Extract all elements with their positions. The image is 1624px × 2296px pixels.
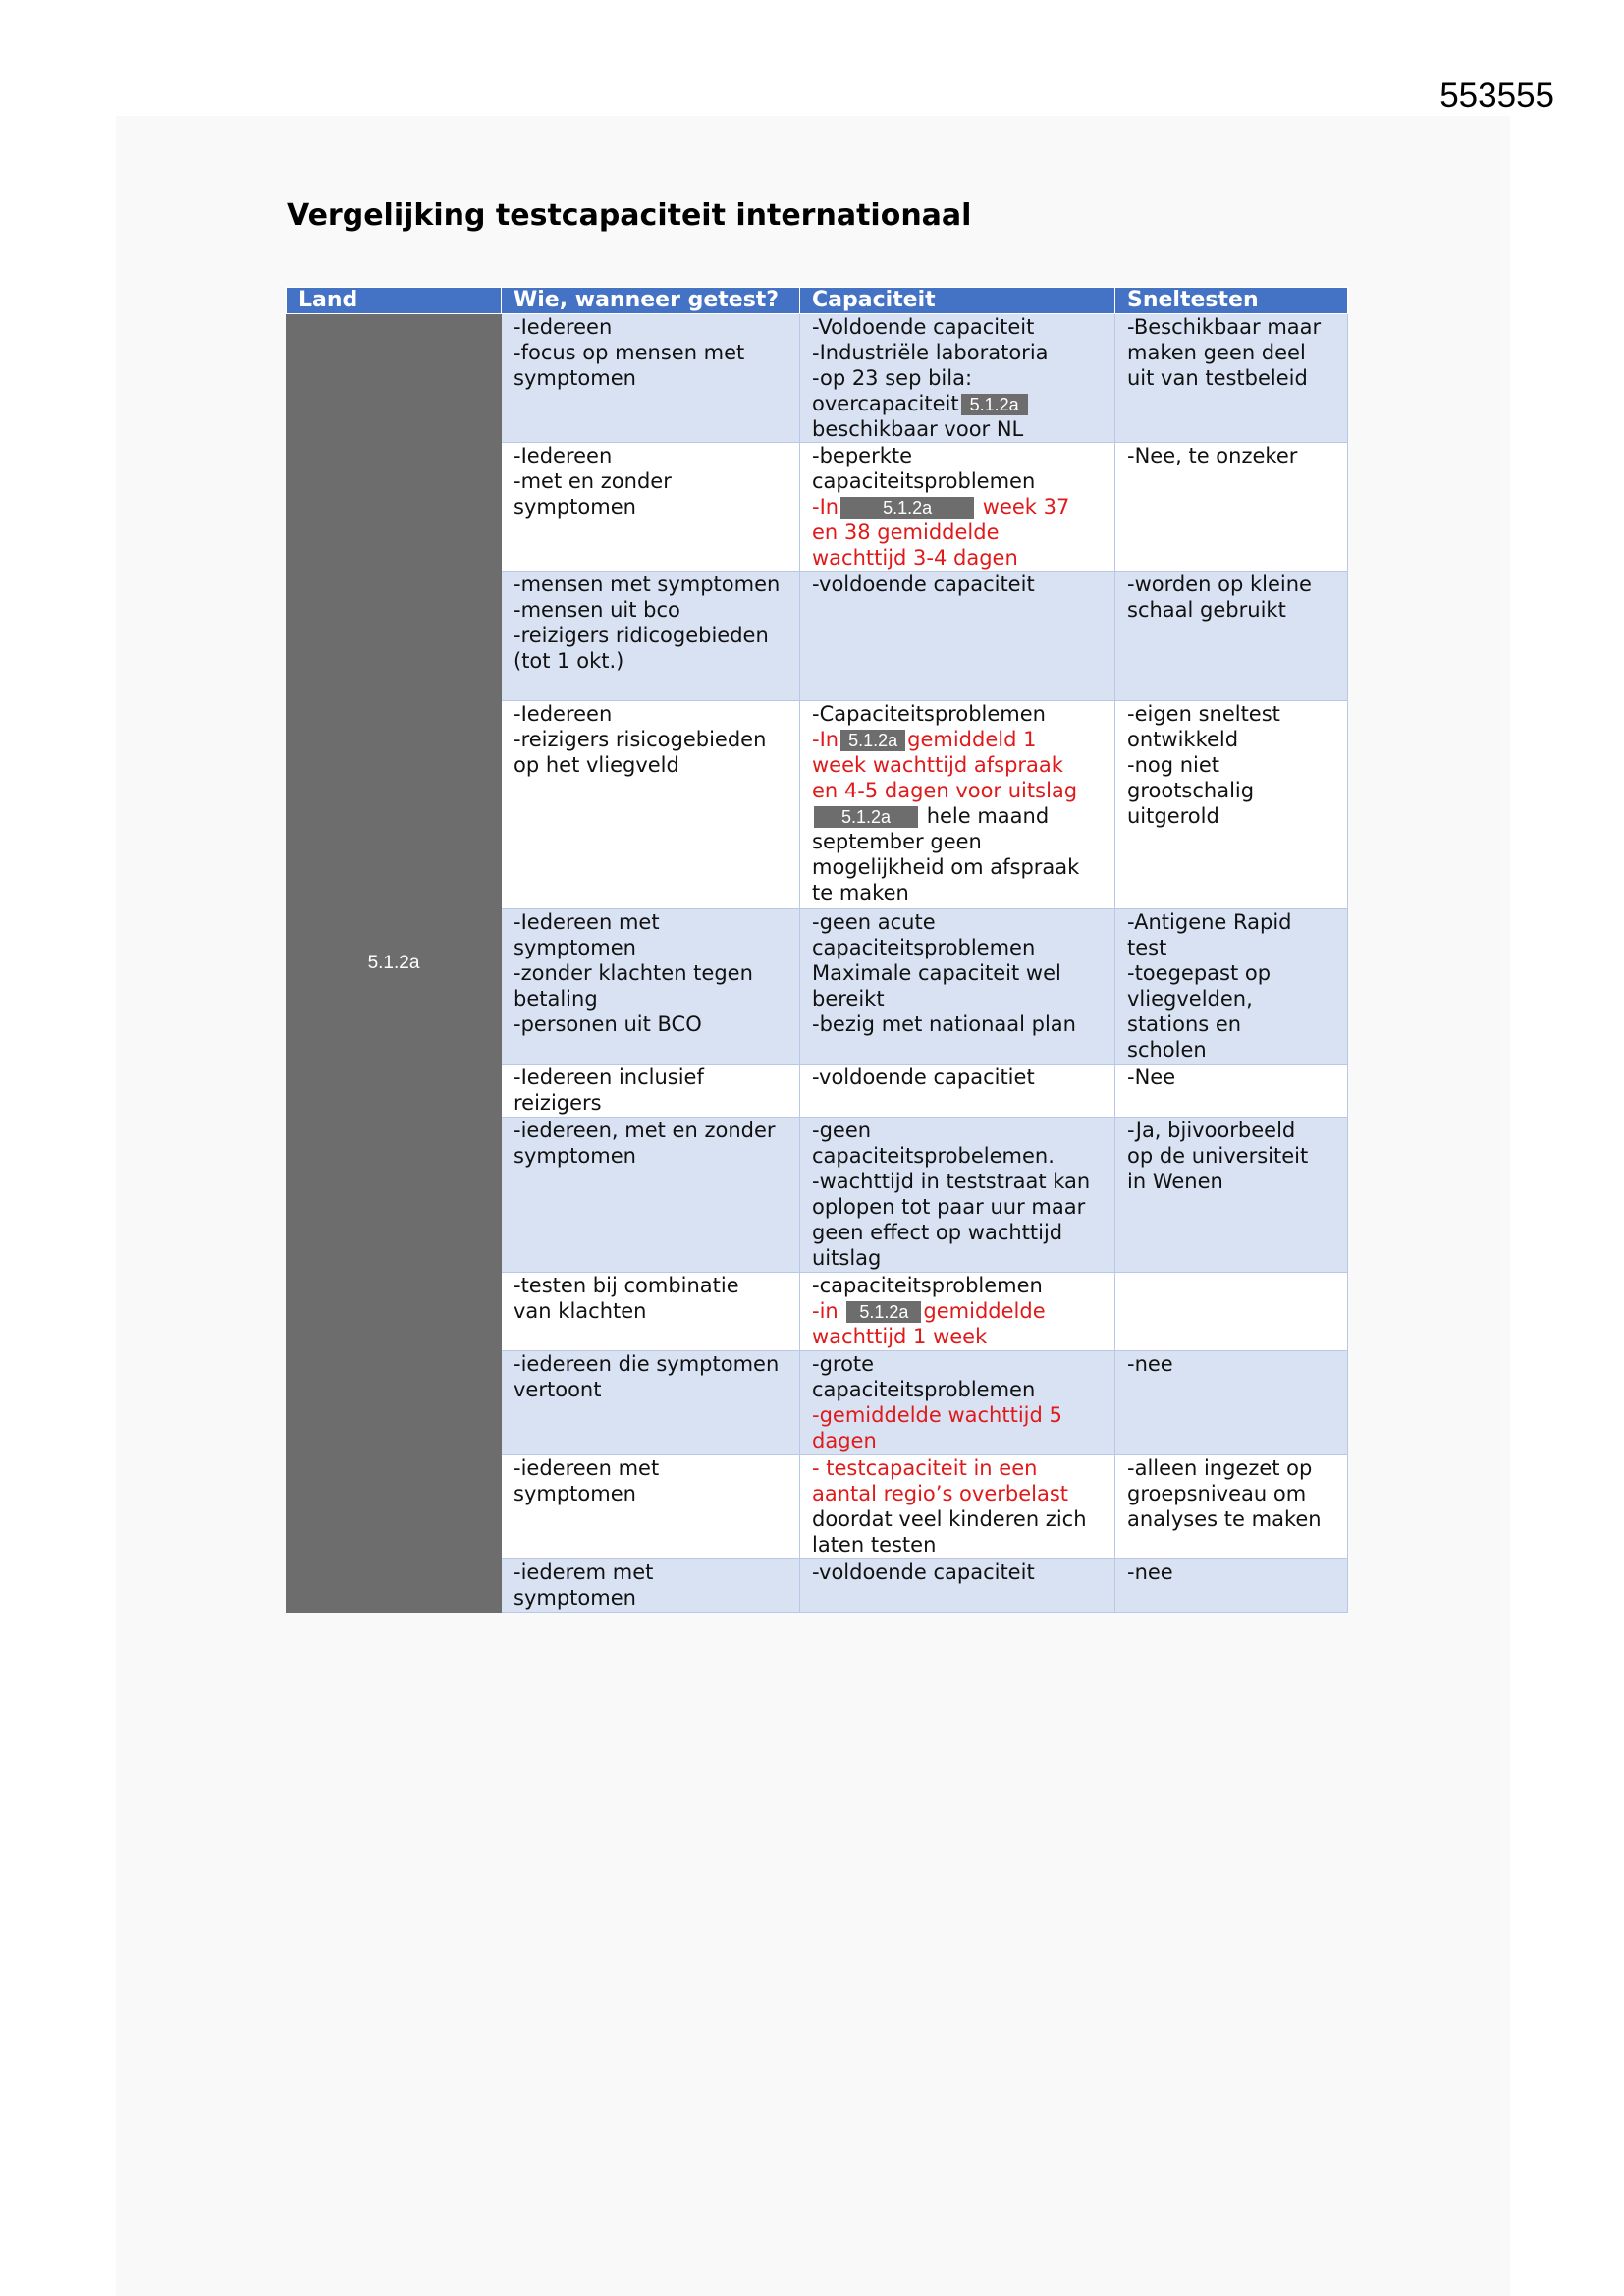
text-segment: gemiddeld 1 [907, 728, 1037, 751]
cell-line: -Antigene Rapid [1127, 910, 1292, 934]
table-row [287, 314, 1348, 443]
cell-line: maken geen deel [1127, 341, 1306, 364]
cell-line: -Ja, bjivoorbeeld [1127, 1119, 1296, 1142]
cell-line: beschikbaar voor NL [812, 417, 1024, 441]
cell-line: -op 23 sep bila: [812, 366, 973, 390]
cell-line: stations en [1127, 1012, 1242, 1036]
cell-line: capaciteitsprobelemen. [812, 1144, 1055, 1168]
cell-line: -nee [1127, 1560, 1173, 1584]
redaction-block: 5.1.2a [846, 1301, 921, 1323]
text-segment: hele maand [926, 804, 1050, 828]
cell-line: -nog niet [1127, 753, 1220, 777]
cell-sneltesten [1115, 1118, 1348, 1273]
cell-line: groepsniveau om [1127, 1482, 1307, 1505]
cell-line: uitgerold [1127, 804, 1219, 828]
cell-line: capaciteitsproblemen [812, 469, 1036, 493]
cell-sneltesten [1115, 1065, 1348, 1118]
redaction-block: 5.1.2a [961, 394, 1028, 415]
cell-capaciteit [800, 1559, 1115, 1613]
cell-line: -nee [1127, 1352, 1173, 1376]
text-segment: overcapaciteit [812, 392, 959, 415]
cell-capaciteit [800, 1273, 1115, 1351]
cell-line: -reizigers risicogebieden [514, 728, 767, 751]
cell-line: van klachten [514, 1299, 647, 1323]
text-segment: -In [812, 728, 839, 751]
cell-line: laten testen [812, 1533, 937, 1557]
cell-capaciteit [800, 909, 1115, 1065]
cell-line [812, 803, 1103, 829]
cell-capaciteit [800, 314, 1115, 443]
cell-sneltesten [1115, 314, 1348, 443]
cell-line: -Industriële laboratoria [812, 341, 1049, 364]
table-header-row [287, 288, 1348, 314]
cell-line: vertoont [514, 1378, 602, 1401]
cell-line: -Voldoende capaciteit [812, 315, 1035, 339]
cell-line: oplopen tot paar uur maar [812, 1195, 1086, 1219]
cell-wie [502, 1065, 800, 1118]
cell-line: uitslag [812, 1246, 882, 1270]
cell-line: Maximale capaciteit wel [812, 961, 1061, 985]
cell-wie [502, 572, 800, 701]
cell-line: -Iedereen inclusief [514, 1066, 704, 1089]
cell-line: en 38 gemiddelde [812, 520, 1000, 544]
cell-wie [502, 1559, 800, 1613]
cell-line: symptomen [514, 1482, 636, 1505]
cell-line: -focus op mensen met [514, 341, 745, 364]
cell-line: -Iedereen [514, 702, 613, 726]
cell-line: -mensen uit bco [514, 598, 680, 622]
cell-capaciteit [800, 1118, 1115, 1273]
cell-wie [502, 443, 800, 572]
cell-capaciteit [800, 572, 1115, 701]
text-segment: -In [812, 495, 839, 519]
cell-wie [502, 1273, 800, 1351]
header-land: Land [287, 288, 502, 314]
cell-wie [502, 1455, 800, 1559]
cell-line: -voldoende capacitiet [812, 1066, 1035, 1089]
cell-line [812, 391, 1103, 416]
cell-line: schaal gebruikt [1127, 598, 1286, 622]
comparison-table [286, 287, 1348, 1613]
redaction-block: 5.1.2a [840, 730, 905, 751]
cell-line: -met en zonder [514, 469, 672, 493]
cell-line: -Capaciteitsproblemen [812, 702, 1046, 726]
cell-line: aantal regio’s overbelast [812, 1482, 1069, 1505]
cell-line: -voldoende capaciteit [812, 573, 1035, 596]
cell-wie [502, 314, 800, 443]
cell-line: symptomen [514, 1586, 636, 1610]
redaction-block: 5.1.2a [840, 497, 974, 519]
cell-line: -gemiddelde wachttijd 5 [812, 1403, 1062, 1427]
cell-line: symptomen [514, 936, 636, 959]
cell-line: -Beschikbaar maar [1127, 315, 1322, 339]
land-redacted-cell: 5.1.2a [287, 314, 502, 1613]
cell-line: vliegvelden, [1127, 987, 1253, 1011]
cell-line: scholen [1127, 1038, 1207, 1062]
cell-line [812, 1298, 1103, 1324]
cell-line: analyses te maken [1127, 1507, 1322, 1531]
cell-line: wachttijd 1 week [812, 1325, 988, 1348]
cell-line: ontwikkeld [1127, 728, 1239, 751]
cell-line: -alleen ingezet op [1127, 1456, 1313, 1480]
cell-line: symptomen [514, 366, 636, 390]
cell-line: -Nee, te onzeker [1127, 444, 1298, 467]
page-title: Vergelijking testcapaciteit internationaal [287, 198, 972, 233]
cell-line: wachttijd 3-4 dagen [812, 546, 1018, 570]
cell-sneltesten [1115, 909, 1348, 1065]
cell-sneltesten [1115, 443, 1348, 572]
cell-sneltesten [1115, 1273, 1348, 1351]
cell-line: -geen [812, 1119, 872, 1142]
text-segment: gemiddelde [923, 1299, 1046, 1323]
cell-line: betaling [514, 987, 598, 1011]
cell-line: -iederem met [514, 1560, 654, 1584]
cell-capaciteit [800, 1065, 1115, 1118]
cell-line: -iedereen die symptomen [514, 1352, 780, 1376]
cell-capaciteit [800, 1351, 1115, 1455]
cell-line: symptomen [514, 495, 636, 519]
cell-line: -testen bij combinatie [514, 1274, 739, 1297]
cell-line: capaciteitsproblemen [812, 936, 1036, 959]
cell-line: in Wenen [1127, 1170, 1223, 1193]
cell-capaciteit [800, 443, 1115, 572]
cell-wie [502, 1351, 800, 1455]
cell-line: op het vliegveld [514, 753, 679, 777]
cell-line: -eigen sneltest [1127, 702, 1280, 726]
cell-line: capaciteitsproblemen [812, 1378, 1036, 1401]
cell-line: test [1127, 936, 1167, 959]
cell-line: -iedereen, met en zonder [514, 1119, 776, 1142]
cell-line: mogelijkheid om afspraak [812, 855, 1080, 879]
cell-line: -iedereen met [514, 1456, 660, 1480]
cell-line [812, 494, 1103, 519]
cell-wie [502, 1118, 800, 1273]
header-capaciteit: Capaciteit [800, 288, 1115, 314]
cell-sneltesten [1115, 1351, 1348, 1455]
cell-wie [502, 701, 800, 909]
cell-line: -toegepast op [1127, 961, 1272, 985]
cell-line: bereikt [812, 987, 885, 1011]
cell-line: geen effect op wachttijd [812, 1221, 1063, 1244]
cell-line: -wachttijd in teststraat kan [812, 1170, 1091, 1193]
cell-capaciteit [800, 701, 1115, 909]
cell-line: symptomen [514, 1144, 636, 1168]
cell-line: -voldoende capaciteit [812, 1560, 1035, 1584]
cell-line: september geen [812, 830, 982, 853]
document-number: 553555 [1439, 77, 1554, 115]
cell-line: te maken [812, 881, 909, 904]
text-segment: week 37 [982, 495, 1070, 519]
cell-line: -Iedereen [514, 444, 613, 467]
cell-line: -Iedereen [514, 315, 613, 339]
cell-line: dagen [812, 1429, 877, 1452]
cell-wie [502, 909, 800, 1065]
cell-line: en 4-5 dagen voor uitslag [812, 779, 1078, 802]
cell-line: doordat veel kinderen zich [812, 1507, 1087, 1531]
cell-line: week wachttijd afspraak [812, 753, 1063, 777]
cell-line: -reizigers ridicogebieden [514, 624, 769, 647]
cell-sneltesten [1115, 701, 1348, 909]
cell-line: uit van testbeleid [1127, 366, 1308, 390]
text-segment: -in [812, 1299, 839, 1323]
header-sneltesten: Sneltesten [1115, 288, 1348, 314]
cell-sneltesten [1115, 1559, 1348, 1613]
cell-line: -bezig met nationaal plan [812, 1012, 1076, 1036]
cell-line: -personen uit BCO [514, 1012, 702, 1036]
cell-line: -geen acute [812, 910, 936, 934]
cell-line: -worden op kleine [1127, 573, 1312, 596]
cell-line: -zonder klachten tegen [514, 961, 753, 985]
cell-line: -grote [812, 1352, 875, 1376]
cell-line: -Iedereen met [514, 910, 660, 934]
cell-line: grootschalig [1127, 779, 1255, 802]
cell-line: -beperkte [812, 444, 913, 467]
cell-line: - testcapaciteit in een [812, 1456, 1038, 1480]
cell-line: reizigers [514, 1091, 602, 1115]
cell-sneltesten [1115, 572, 1348, 701]
cell-line [812, 727, 1103, 752]
cell-capaciteit [800, 1455, 1115, 1559]
cell-sneltesten [1115, 1455, 1348, 1559]
cell-line: -mensen met symptomen [514, 573, 781, 596]
cell-line: (tot 1 okt.) [514, 649, 624, 673]
cell-line: -capaciteitsproblemen [812, 1274, 1043, 1297]
cell-line: op de universiteit [1127, 1144, 1309, 1168]
redaction-block: 5.1.2a [814, 806, 918, 828]
header-wie: Wie, wanneer getest? [502, 288, 800, 314]
cell-line: -Nee [1127, 1066, 1176, 1089]
